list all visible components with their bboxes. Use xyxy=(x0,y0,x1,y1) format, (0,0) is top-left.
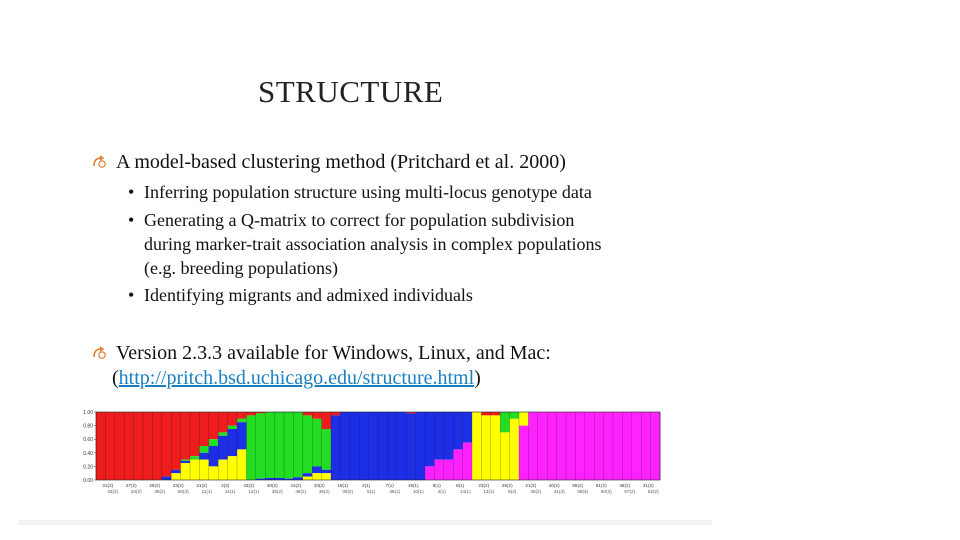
admixture-bar-segment xyxy=(463,412,473,443)
admixture-bar-segment xyxy=(340,412,350,480)
admixture-bar-segment xyxy=(181,460,191,461)
admixture-bar-segment xyxy=(547,412,557,480)
x-label: 40(2) xyxy=(548,483,560,488)
x-label: 31(2) xyxy=(642,483,654,488)
admixture-bar-segment xyxy=(566,412,576,480)
x-label: 58(3) xyxy=(577,489,589,494)
x-label: 33(2) xyxy=(107,489,119,494)
x-label: 30(2) xyxy=(530,489,542,494)
x-label: 16(1) xyxy=(337,483,349,488)
admixture-bar-segment xyxy=(369,412,379,480)
admixture-bar-segment xyxy=(134,412,144,480)
x-label: 2(1) xyxy=(362,483,371,488)
x-label: 34(2) xyxy=(130,489,142,494)
admixture-bar-segment xyxy=(378,412,388,480)
admixture-bar-segment xyxy=(312,466,322,473)
admixture-bar-segment xyxy=(152,412,162,480)
x-label: 50(3) xyxy=(177,489,189,494)
sub-bullet-text: Inferring population structure using multi-locus genotype data xyxy=(144,182,592,202)
admixture-bar-segment xyxy=(181,463,191,480)
admixture-bar-segment xyxy=(237,422,247,449)
admixture-bar-segment xyxy=(312,419,322,467)
x-label: 55(2) xyxy=(572,483,584,488)
admixture-bar-segment xyxy=(275,412,285,478)
x-label: 27(2) xyxy=(125,483,137,488)
admixture-bar-segment xyxy=(293,477,303,480)
x-label: 41(2) xyxy=(290,483,302,488)
x-label: 13(1) xyxy=(483,489,495,494)
admixture-bar-segment xyxy=(444,460,454,480)
admixture-bar-segment xyxy=(143,412,153,480)
admixture-bar-segment xyxy=(162,477,172,480)
y-tick-label: 0.00 xyxy=(83,478,93,484)
admixture-bar-segment xyxy=(434,460,444,480)
admixture-bar-segment xyxy=(228,426,238,429)
sub-bullet-dot: • xyxy=(128,182,135,202)
admixture-bar-segment xyxy=(303,412,313,415)
x-label: 2(2) xyxy=(221,483,230,488)
admixture-bar-segment xyxy=(246,412,256,415)
structure-download-link[interactable]: http://pritch.bsd.uchicago.edu/structure.html xyxy=(118,367,475,389)
x-label: 11(1) xyxy=(201,489,212,494)
admixture-bar-segment xyxy=(491,415,501,480)
admixture-bar-segment xyxy=(387,412,397,480)
x-label: 46(2) xyxy=(295,489,307,494)
admixture-bar-segment xyxy=(218,460,228,480)
admixture-bar-segment xyxy=(265,412,275,478)
admixture-bar-segment xyxy=(190,460,200,480)
admixture-bar-segment xyxy=(303,415,313,473)
admixture-bar-segment xyxy=(604,412,614,480)
x-label: 39(2) xyxy=(318,489,330,494)
x-label: 23(2) xyxy=(478,483,490,488)
admixture-bar-segment xyxy=(575,412,585,480)
y-tick-label: 0.20 xyxy=(83,464,93,471)
bottom-divider xyxy=(18,520,712,525)
bullet-text: A model-based clustering method (Pritchard et al. 2000) xyxy=(116,151,566,173)
sub-bullet-text: Generating a Q-matrix to correct for population subdivision xyxy=(144,210,575,230)
link-paren-close: ) xyxy=(474,367,481,389)
y-tick-label: 0.60 xyxy=(83,437,93,444)
admixture-bar-segment xyxy=(331,415,341,480)
admixture-bar-segment xyxy=(322,473,332,480)
x-label: 38(2) xyxy=(154,489,166,494)
admixture-bar-segment xyxy=(237,449,247,480)
admixture-bar-segment xyxy=(218,432,228,435)
admixture-bar-segment xyxy=(246,415,256,480)
admixture-bar-segment xyxy=(491,412,501,415)
y-tick-label: 0.40 xyxy=(83,450,93,457)
admixture-bar-segment xyxy=(96,412,106,480)
admixture-bar-segment xyxy=(199,446,209,453)
sub-bullet-dot: • xyxy=(128,210,135,230)
admixture-bar-segment xyxy=(171,412,181,470)
x-label: 40(2) xyxy=(266,483,278,488)
admixture-bar-segment xyxy=(585,412,595,480)
admixture-bar-segment xyxy=(632,412,642,480)
admixture-bar-segment xyxy=(434,412,444,460)
admixture-bar-segment xyxy=(425,466,435,480)
x-label: 23(2) xyxy=(172,483,184,488)
x-label: 8(2) xyxy=(508,489,517,494)
x-label: 21(3) xyxy=(525,483,537,488)
admixture-bar-segment xyxy=(453,412,463,449)
structure-admixture-plot xyxy=(74,404,670,496)
x-label: 19(1) xyxy=(407,483,419,488)
sub-bullet-dot: • xyxy=(128,285,135,305)
x-label: 11(1) xyxy=(225,489,236,494)
x-label: 52(2) xyxy=(647,489,659,494)
admixture-bar-segment xyxy=(481,415,491,480)
admixture-bar-segment xyxy=(453,449,463,480)
admixture-bar-segment xyxy=(228,429,238,456)
admixture-bar-segment xyxy=(312,473,322,480)
admixture-bar-segment xyxy=(303,473,313,476)
admixture-bar-segment xyxy=(397,412,407,480)
x-label: 50(3) xyxy=(600,489,612,494)
sub-bullet-text: during marker-trait association analysis in complex populations xyxy=(144,234,602,254)
admixture-bar-segment xyxy=(481,412,491,415)
admixture-bar-segment xyxy=(500,432,510,480)
admixture-bar-segment xyxy=(538,412,548,480)
link-paren-open: ( xyxy=(112,367,119,389)
admixture-bar-segment xyxy=(199,453,209,460)
admixture-bar-segment xyxy=(359,412,369,480)
admixture-bar-segment xyxy=(293,412,303,477)
admixture-bar-segment xyxy=(105,412,115,480)
admixture-bar-segment xyxy=(303,477,313,480)
y-tick-label: 0.80 xyxy=(83,423,93,430)
x-label: 41(3) xyxy=(553,489,565,494)
x-label: 30(2) xyxy=(342,489,354,494)
sub-bullet-text: Identifying migrants and admixed individuals xyxy=(144,285,473,305)
sub-bullet-text: (e.g. breeding populations) xyxy=(144,258,338,278)
x-label: 28(2) xyxy=(149,483,161,488)
x-label: 14(1) xyxy=(459,489,471,494)
admixture-bar-segment xyxy=(237,412,247,419)
admixture-bar-segment xyxy=(472,412,482,480)
admixture-bar-segment xyxy=(162,412,172,477)
bullet-text: Version 2.3.3 available for Windows, Linux, and Mac: xyxy=(116,342,551,364)
x-label: 43(2) xyxy=(243,483,255,488)
admixture-bar-segment xyxy=(218,436,228,460)
admixture-bar-segment xyxy=(171,470,181,473)
admixture-bar-segment xyxy=(228,412,238,426)
admixture-bar-segment xyxy=(209,412,219,439)
admixture-bar-segment xyxy=(416,412,426,480)
admixture-bar-segment xyxy=(322,412,332,429)
x-label: 36(1) xyxy=(389,489,401,494)
admixture-bar-segment xyxy=(265,478,275,480)
admixture-bar-segment xyxy=(115,412,125,480)
slide-title: STRUCTURE xyxy=(258,74,444,109)
admixture-bar-segment xyxy=(275,478,285,480)
x-label: 29(2) xyxy=(501,483,513,488)
x-label: 31(3) xyxy=(102,483,114,488)
admixture-bar-segment xyxy=(171,473,181,480)
admixture-bar-segment xyxy=(190,412,200,456)
x-label: 5(1) xyxy=(367,489,376,494)
y-tick-label: 1.00 xyxy=(83,410,93,416)
admixture-bar-segment xyxy=(284,412,294,479)
admixture-bar-segment xyxy=(519,426,529,480)
admixture-bar-segment xyxy=(510,412,520,419)
x-label: 57(2) xyxy=(624,489,636,494)
x-label: 61(2) xyxy=(595,483,607,488)
admixture-bar-segment xyxy=(350,412,360,480)
x-label: 4(1) xyxy=(437,489,446,494)
x-label: 48(2) xyxy=(619,483,631,488)
admixture-bar-segment xyxy=(528,412,538,480)
admixture-bar-segment xyxy=(594,412,604,480)
admixture-bar-segment xyxy=(199,460,209,480)
admixture-bar-segment xyxy=(500,412,510,432)
admixture-bar-segment xyxy=(651,412,661,480)
bullet-arrow-icon xyxy=(92,346,108,360)
admixture-bar-segment xyxy=(312,412,322,419)
admixture-bar-segment xyxy=(463,443,473,480)
admixture-bar-segment xyxy=(199,412,209,446)
x-label: 10(1) xyxy=(412,489,424,494)
admixture-bar-segment xyxy=(256,413,266,478)
admixture-bar-segment xyxy=(622,412,632,480)
admixture-bar-segment xyxy=(209,446,219,466)
admixture-bar-segment xyxy=(228,456,238,480)
admixture-bar-segment xyxy=(322,429,332,470)
admixture-bar-segment xyxy=(425,412,435,466)
admixture-bar-segment xyxy=(510,419,520,480)
x-label: 33(2) xyxy=(313,483,325,488)
x-label: 12(1) xyxy=(248,489,260,494)
admixture-bar-segment xyxy=(237,419,247,422)
admixture-bar-segment xyxy=(519,412,529,426)
admixture-bar-segment xyxy=(181,461,191,463)
x-label: 8(1) xyxy=(456,483,465,488)
x-label: 21(2) xyxy=(196,483,208,488)
admixture-bar-segment xyxy=(209,466,219,480)
x-label: 25(2) xyxy=(271,489,283,494)
admixture-bar-segment xyxy=(641,412,651,480)
admixture-bar-segment xyxy=(209,439,219,446)
admixture-bar-segment xyxy=(190,456,200,459)
admixture-bar-segment xyxy=(444,412,454,460)
x-label: 8(1) xyxy=(432,483,441,488)
x-label: 7(1) xyxy=(385,483,394,488)
admixture-bar-segment xyxy=(557,412,567,480)
admixture-bar-segment xyxy=(331,412,341,415)
admixture-bar-segment xyxy=(124,412,134,480)
admixture-bar-segment xyxy=(406,413,416,480)
admixture-bar-segment xyxy=(322,470,332,473)
download-link-line xyxy=(112,367,481,390)
bullet-arrow-icon xyxy=(92,155,108,169)
admixture-bar-segment xyxy=(613,412,623,480)
admixture-bar-segment xyxy=(181,412,191,460)
admixture-bar-segment xyxy=(218,412,228,432)
